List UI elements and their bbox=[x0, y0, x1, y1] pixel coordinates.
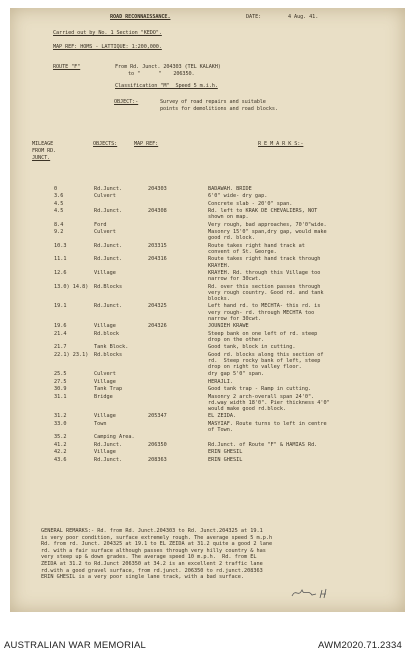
mileage-cell: 31.2 bbox=[54, 413, 67, 420]
object-cell: Rd.Junct. bbox=[94, 208, 123, 215]
remarks-cell: dry gap 5'0" span. bbox=[208, 371, 265, 378]
map-ref-line: MAP REF: HOMS - LATTIQUE: 1:200,000. bbox=[53, 44, 162, 50]
col-from-rd: FROM RD. bbox=[32, 148, 57, 154]
mileage-cell: 19.6 bbox=[54, 323, 67, 330]
remarks-cell: Rd.Junct. of Route "F" & HAMIAS Rd. bbox=[208, 441, 318, 448]
footer-institution: AUSTRALIAN WAR MEMORIAL bbox=[4, 640, 147, 651]
map-ref-cell: 204325 bbox=[148, 303, 167, 310]
remarks-cell: Route takes right hand track at bbox=[208, 242, 305, 249]
object-cell: Rd.Junct. bbox=[94, 303, 123, 310]
col-objects: OBJECTS: bbox=[93, 141, 118, 147]
remarks-cell: narrow for 30cwt. bbox=[208, 315, 262, 322]
remarks-cell: narrow for 30cwt. bbox=[208, 276, 262, 283]
remarks-cell: rd.way width 18'0". Pier thickness 4'0" bbox=[208, 399, 330, 406]
object-cell: Village bbox=[94, 449, 116, 456]
document-sheet bbox=[10, 8, 405, 612]
remarks-cell: drop on the other. bbox=[208, 336, 265, 343]
remarks-cell: Steep bank on one left of rd. steep bbox=[208, 330, 318, 337]
remarks-cell: BADAWAH. BRIDE bbox=[208, 186, 252, 192]
remarks-cell: drop on right to valley floor. bbox=[208, 364, 302, 370]
mileage-cell: 19.1 bbox=[54, 303, 67, 310]
remarks-cell: Concrete slab - 20'0" span. bbox=[208, 200, 293, 207]
remarks-cell: would make good rd.block. bbox=[208, 406, 287, 412]
map-ref-cell: 203315 bbox=[148, 242, 167, 249]
footer-catalogue-id: AWM2020.71.2334 bbox=[318, 640, 402, 651]
map-ref-cell: 204316 bbox=[148, 256, 167, 263]
general-remarks-line: rd. with a fair surface although passes through very hilly country & has bbox=[41, 547, 266, 554]
route-from: From Rd. Junct. 204303 (TEL KALAKH) bbox=[115, 64, 221, 70]
remarks-cell: Good rd. blocks along this section of bbox=[208, 351, 324, 358]
mileage-cell: 42.2 bbox=[54, 449, 67, 456]
map-ref-cell: 204326 bbox=[148, 323, 167, 330]
remarks-cell: blocks. bbox=[208, 296, 230, 302]
object-cell: Culvert bbox=[94, 193, 116, 200]
mileage-cell: 35.2 bbox=[54, 434, 67, 441]
remarks-cell: very rough country. Good rd. and tank bbox=[208, 289, 324, 296]
route-to: to " " 206350. bbox=[128, 71, 195, 77]
remarks-cell: 6'0" wide- dry gap. bbox=[208, 193, 268, 200]
remarks-cell: convent of St. George. bbox=[208, 249, 277, 255]
remarks-cell: Rd. left to KRAK DE CHEVALIERS, NOT bbox=[208, 208, 318, 215]
mileage-cell: 21.7 bbox=[54, 344, 67, 351]
general-remarks-line: ERIN GHESIL is a very poor single lane track, with a bad surface. bbox=[41, 574, 245, 581]
map-ref-cell: 205347 bbox=[148, 413, 167, 420]
mileage-cell: 27.5 bbox=[54, 378, 67, 385]
remarks-cell: ERIN GHESIL bbox=[208, 456, 243, 463]
object-cell: Rd.Junct. bbox=[94, 242, 123, 249]
general-remarks-line: is very poor condition, surface extremely rough. The average speed 5 m.p.h bbox=[41, 534, 273, 541]
mileage-cell: 33.0 bbox=[54, 420, 67, 427]
date-value: 4 Aug. 41. bbox=[288, 14, 319, 20]
object-cell: Village bbox=[94, 413, 116, 420]
general-remarks-line: ZEIDA at 31.2 to Rd.Junct 206350 at 34.2 is an excellent 2 traffic lane bbox=[41, 561, 263, 567]
remarks-cell: Good tank, block in cutting. bbox=[208, 344, 296, 351]
map-ref-cell: 204303 bbox=[148, 186, 167, 192]
map-ref-cell: 204308 bbox=[148, 208, 167, 215]
document-title: ROAD RECONNAISSANCE. bbox=[110, 14, 171, 20]
remarks-cell: JOUNIEH KRAWE bbox=[208, 323, 249, 330]
signature-mark bbox=[290, 586, 350, 600]
remarks-cell: HERAJLI. bbox=[208, 378, 233, 385]
mileage-cell: 22.1) 23.1) bbox=[54, 351, 89, 358]
date-label: DATE: bbox=[246, 14, 262, 20]
mileage-cell: 8.4 bbox=[54, 221, 64, 228]
object-cell: Rd.Junct. bbox=[94, 441, 123, 448]
remarks-cell: shown on map. bbox=[208, 214, 249, 221]
mileage-cell: 43.6 bbox=[54, 456, 67, 463]
remarks-cell: Good tank trap - Ramp in cutting. bbox=[208, 386, 312, 393]
mileage-cell: 11.1 bbox=[54, 256, 67, 263]
object-cell: Rd.Junct. bbox=[94, 256, 123, 263]
remarks-cell: KRAYEH. bbox=[208, 262, 230, 269]
route-label: ROUTE "F" bbox=[53, 64, 81, 70]
object-cell: Culvert bbox=[94, 371, 116, 378]
map-ref-cell: 206350 bbox=[148, 441, 167, 448]
remarks-cell: ERIN GHESIL bbox=[208, 449, 243, 456]
mileage-cell: 4.5 bbox=[54, 208, 64, 215]
remarks-cell: EL ZEIDA. bbox=[208, 413, 237, 420]
mileage-cell: 25.5 bbox=[54, 371, 67, 378]
object-cell: Ford bbox=[94, 221, 107, 228]
mileage-cell: 3.6 bbox=[54, 193, 64, 200]
remarks-cell: KRAYEH. Rd. through this Village too bbox=[208, 270, 321, 276]
general-remarks-line: GENERAL REMARKS:- Rd. from Rd. Junct.204303 to Rd. Junct.204325 at 19.1 bbox=[41, 528, 263, 534]
col-remarks: R E M A R K S:- bbox=[258, 141, 304, 147]
col-mileage: MILEAGE bbox=[32, 141, 54, 147]
mileage-cell: 31.1 bbox=[54, 393, 67, 400]
remarks-cell: MASYIAF. Route turns to left in centre bbox=[208, 420, 327, 427]
mileage-cell: 13.0) 14.8) bbox=[54, 283, 89, 290]
object-cell: Rd.Junct. bbox=[94, 456, 123, 463]
object-cell: Town bbox=[94, 420, 107, 427]
object-cell: Rd.block bbox=[94, 330, 119, 337]
object-cell: Bridge bbox=[94, 393, 113, 400]
object-text-2: points for demolitions and road blocks. bbox=[160, 106, 278, 112]
mileage-cell: 12.6 bbox=[54, 270, 67, 276]
remarks-cell: Left hand rd. to MECHTA- this rd. is bbox=[208, 303, 321, 310]
mileage-cell: 9.2 bbox=[54, 229, 64, 236]
classification: Classification "M" Speed 5 m.i.h. bbox=[115, 83, 218, 89]
object-cell: Village bbox=[94, 323, 116, 330]
remarks-cell: Route takes right hand track through bbox=[208, 256, 321, 263]
map-ref-cell: 208363 bbox=[148, 456, 167, 463]
col-junct: JUNCT. bbox=[32, 155, 51, 161]
remarks-cell: rd. Steep rocky bank of left, steep bbox=[208, 357, 321, 364]
remarks-cell: Rd. over this section passes through bbox=[208, 283, 321, 290]
object-cell: Village bbox=[94, 378, 116, 385]
mileage-cell: 21.4 bbox=[54, 330, 67, 337]
remarks-cell: good rd. block. bbox=[208, 235, 255, 242]
mileage-cell: 4.5 bbox=[54, 200, 64, 207]
mileage-cell: 41.2 bbox=[54, 441, 67, 448]
remarks-cell: very rough- rd. through MECHTA too bbox=[208, 309, 315, 316]
remarks-cell: of Town. bbox=[208, 427, 233, 433]
object-cell: Rd.blocks bbox=[94, 351, 123, 358]
mileage-cell: 0 bbox=[54, 186, 58, 192]
general-remarks-line: Rd. from rd. Junct. 204325 at 19.1 to EL ZEIDA at 31.2 quite a good 2 lane bbox=[41, 541, 273, 548]
general-remarks-line: rd.with a good gravel surface, from rd.junct. 206350 to rd.junct.208363 bbox=[41, 567, 263, 574]
general-remarks-line: very steep up & down grades. The average speed 10 m.p.h. Rd. from EL bbox=[41, 554, 257, 561]
mileage-cell: 10.3 bbox=[54, 242, 67, 249]
footer-bar bbox=[0, 612, 415, 653]
object-cell: Camping Area. bbox=[94, 434, 135, 441]
object-cell: Rd.Blocks bbox=[94, 283, 123, 290]
object-label: OBJECT:- bbox=[114, 99, 139, 105]
object-cell: Village bbox=[94, 270, 116, 276]
object-text: Survey of road repairs and suitable bbox=[160, 99, 266, 105]
remarks-cell: Masonry 15'0" span,dry gap, would make bbox=[208, 229, 327, 236]
remarks-cell: Very rough, bad approaches, 70'0"wide. bbox=[208, 221, 327, 228]
object-cell: Culvert bbox=[94, 229, 116, 236]
object-cell: Tank Block. bbox=[94, 344, 129, 351]
col-map-ref: MAP REF: bbox=[134, 141, 159, 147]
object-cell: Rd.Junct. bbox=[94, 186, 123, 192]
remarks-cell: Masonry 2 arch-overall span 24'0". bbox=[208, 393, 315, 400]
carried-out-line: Carried out by No. 1 Section "KEDO". bbox=[53, 30, 162, 36]
object-cell: Tank Trap bbox=[94, 386, 123, 393]
mileage-cell: 30.9 bbox=[54, 386, 67, 393]
